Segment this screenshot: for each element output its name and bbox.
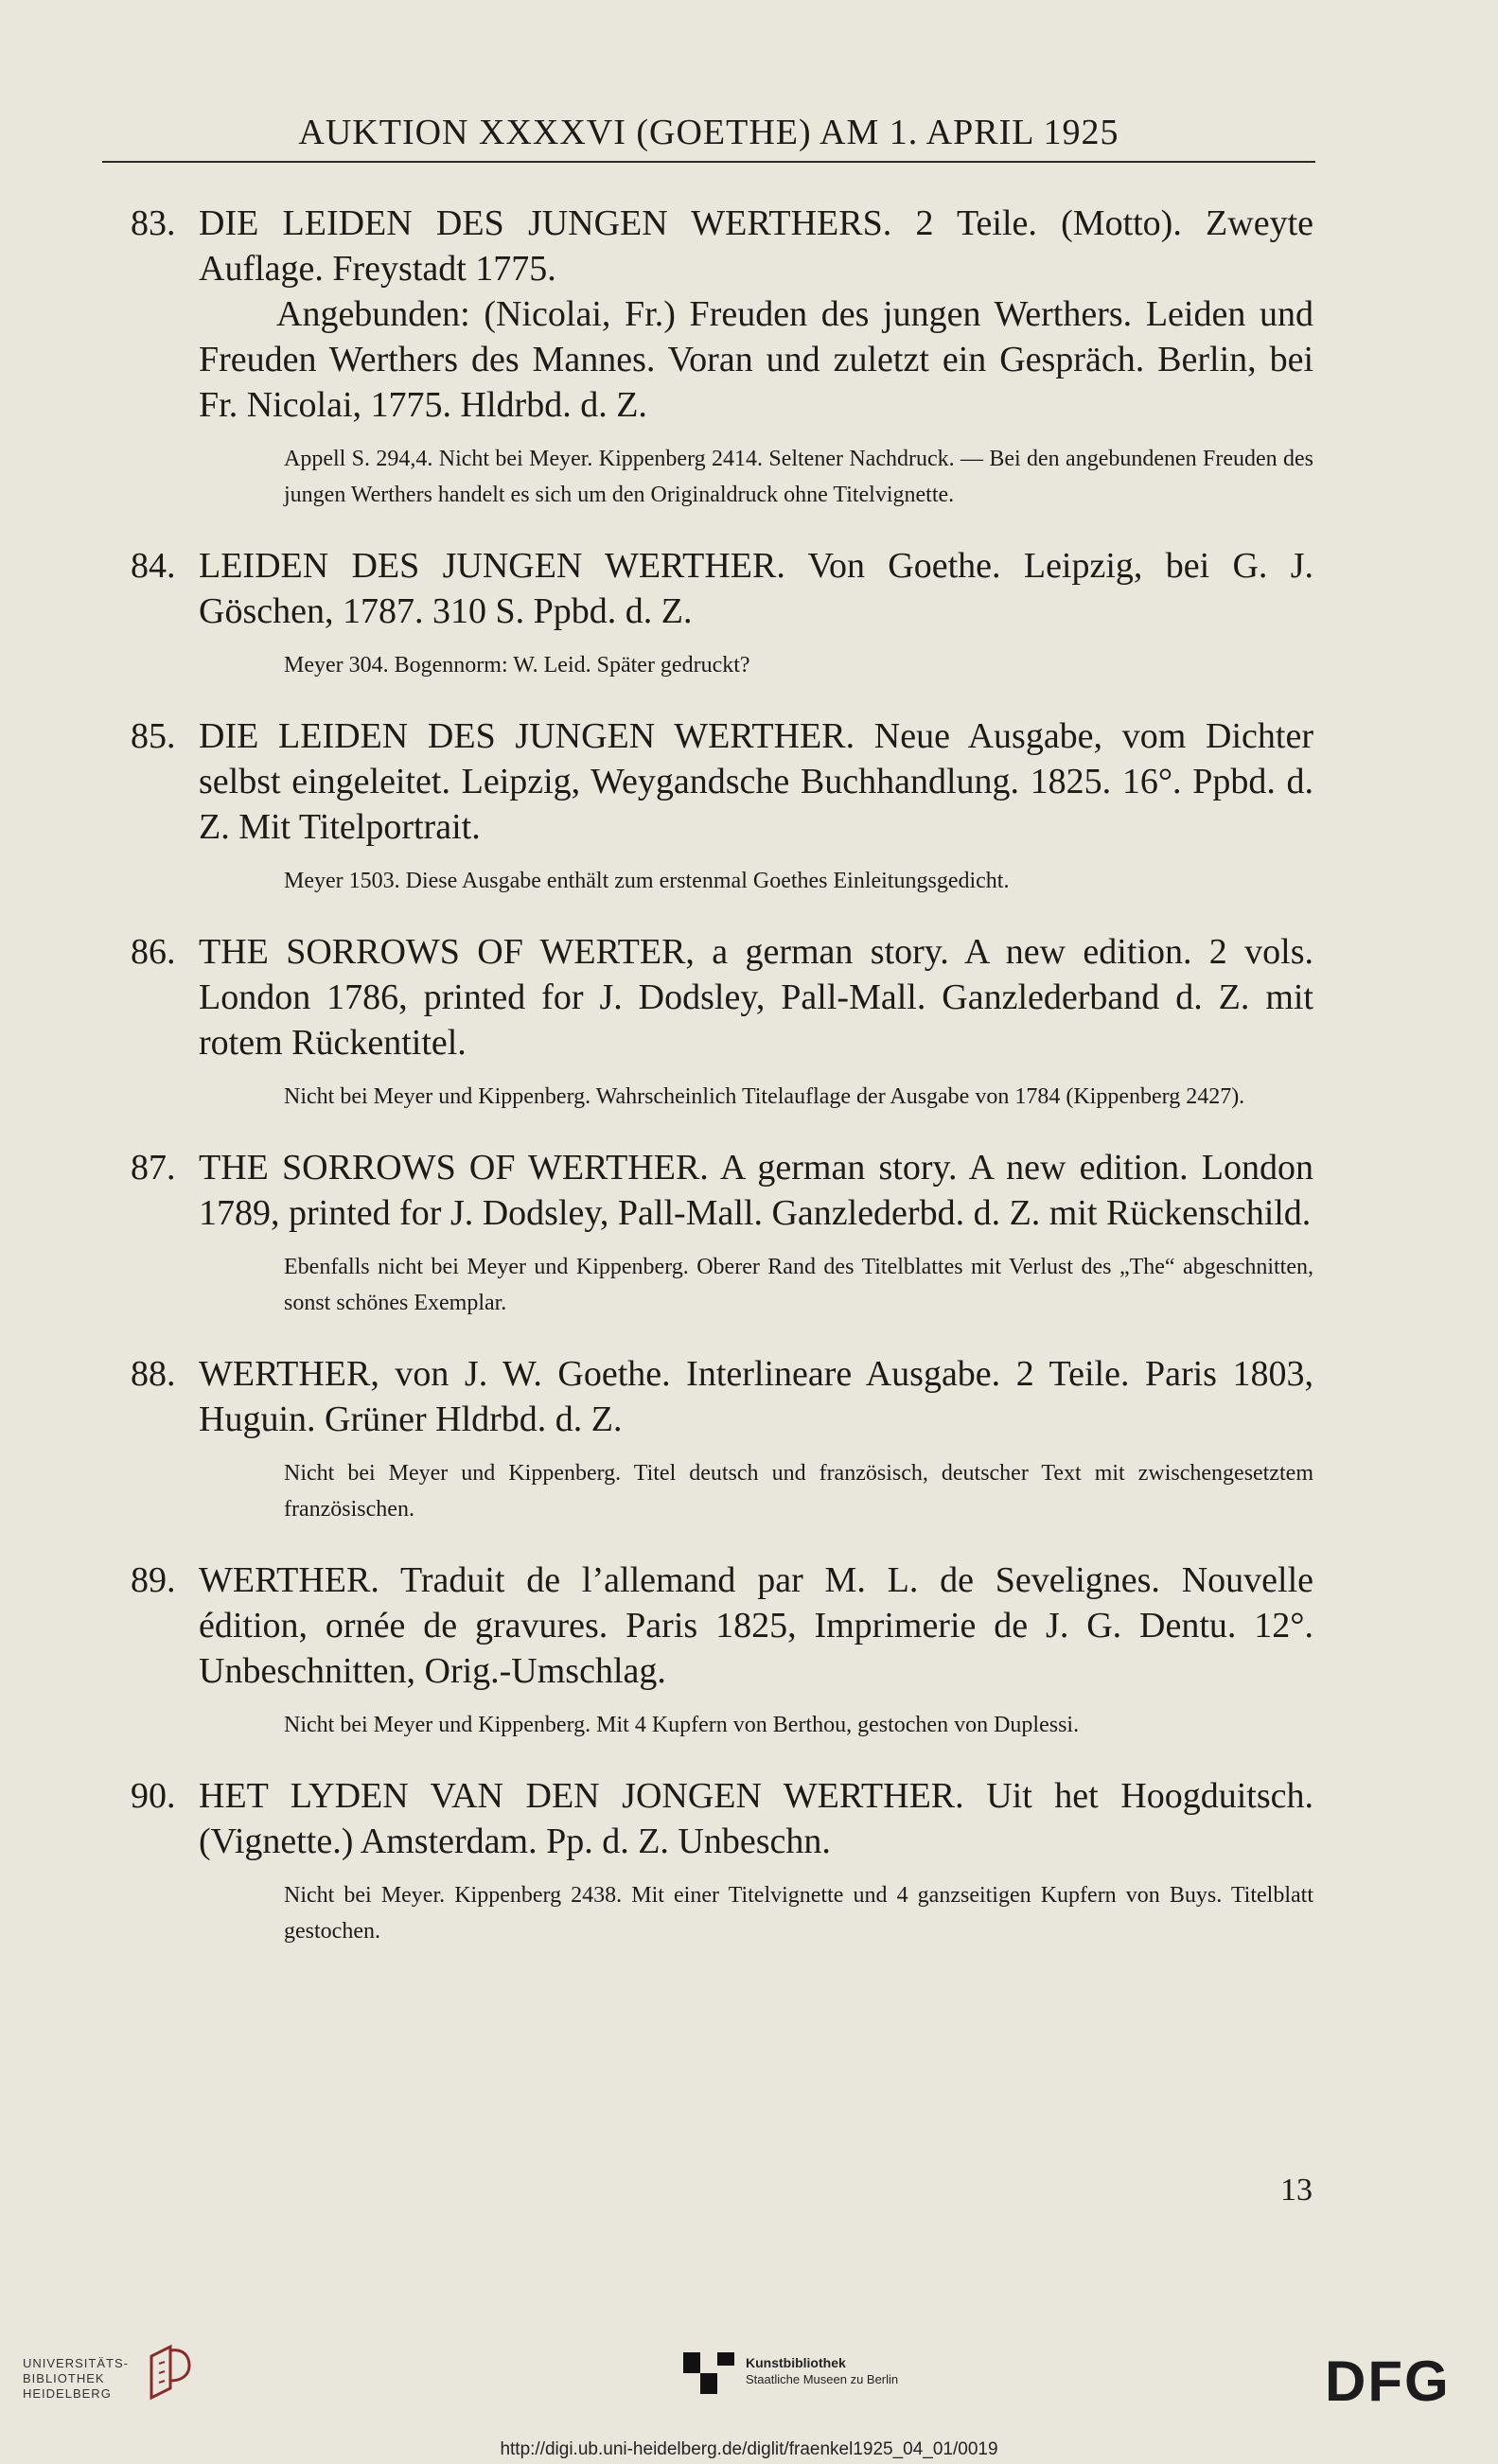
catalog-entry: [131, 1145, 1313, 1321]
entry-title: LEIDEN DES JUNGEN WERTHER. Von Goethe. Leipzig, bei G. J. Göschen, 1787. 310 S. Ppbd. d. Z.: [199, 546, 1313, 631]
entry-bound-with: Angebunden: (Nicolai, Fr.) Freuden des jungen Werthers. Leiden und Freuden Werthers des Mannes. Voran und zuletzt ein Gespräch. Berlin, bei Fr. Nicolai, 1775. Hldrbd. d. Z.: [199, 294, 1313, 425]
kunstbibliothek-logo-icon[interactable]: [683, 2352, 736, 2396]
catalog-entry: [131, 1558, 1313, 1743]
kunstbibliothek-name: Kunstbibliothek: [746, 2355, 846, 2370]
entry-note: Appell S. 294,4. Nicht bei Meyer. Kippenberg 2414. Seltener Nachdruck. — Bei den angebundenen Freuden des jungen Werthers handelt es sich um den Originaldruck ohne Titelvignette.: [284, 447, 1313, 507]
entry-note: Ebenfalls nicht bei Meyer und Kippenberg. Oberer Rand des Titelblattes mit Verlust des „The“ abgeschnitten, sonst schönes Exemplar.: [284, 1255, 1313, 1315]
entry-note: Nicht bei Meyer und Kippenberg. Titel deutsch und französisch, deutscher Text mit zwischengesetztem französischen.: [284, 1461, 1313, 1522]
university-library-label: UNIVERSITÄTS-BIBLIOTHEK HEIDELBERG: [23, 2356, 129, 2401]
entry-note: Nicht bei Meyer und Kippenberg. Mit 4 Kupfern von Berthou, gestochen von Duplessi.: [284, 1713, 1080, 1737]
entry-note: Meyer 304. Bogennorm: W. Leid. Später gedruckt?: [284, 653, 750, 678]
entry-title: DIE LEIDEN DES JUNGEN WERTHERS. 2 Teile. (Motto). Zweyte Auflage. Freystadt 1775.: [199, 203, 1313, 289]
page-header: AUKTION XXXXVI (GOETHE) AM 1. APRIL 1925: [298, 113, 1119, 152]
entry-number: 85.: [131, 716, 176, 756]
entry-note: Nicht bei Meyer. Kippenberg 2438. Mit einer Titelvignette und 4 ganzseitigen Kupfern von Buys. Titelblatt gestochen.: [284, 1883, 1313, 1944]
entry-note: Meyer 1503. Diese Ausgabe enthält zum erstenmal Goethes Einleitungsgedicht.: [284, 869, 1010, 893]
catalog-entry: [131, 1773, 1313, 1949]
entry-number: 84.: [131, 546, 176, 586]
kunstbibliothek-label: [746, 2354, 898, 2388]
entry-number: 88.: [131, 1354, 176, 1394]
entry-title: DIE LEIDEN DES JUNGEN WERTHER. Neue Ausgabe, vom Dichter selbst eingeleitet. Leipzig, Weygandsche Buchhandlung. 1825. 16°. Ppbd. d. Z. Mit Titelportrait.: [199, 716, 1313, 847]
entry-number: 83.: [131, 203, 176, 243]
page-number: 13: [1280, 2173, 1313, 2208]
catalog-entry: [131, 1351, 1313, 1527]
catalog-entry: [131, 929, 1313, 1115]
page-footer: [0, 2343, 1498, 2464]
source-url[interactable]: http://digi.ub.uni-heidelberg.de/diglit/fraenkel1925_04_01/0019: [500, 2439, 998, 2459]
entry-number: 87.: [131, 1148, 176, 1188]
dfg-logo[interactable]: DFG: [1325, 2350, 1451, 2413]
entry-title: WERTHER, von J. W. Goethe. Interlineare Ausgabe. 2 Teile. Paris 1803, Huguin. Grüner Hldrbd. d. Z.: [199, 1354, 1313, 1439]
entry-title: HET LYDEN VAN DEN JONGEN WERTHER. Uit het Hoogduitsch. (Vignette.) Amsterdam. Pp. d. Z. Unbeschn.: [199, 1776, 1313, 1861]
entry-title: WERTHER. Traduit de l’allemand par M. L. de Sevelignes. Nouvelle édition, ornée de gravures. Paris 1825, Imprimerie de J. G. Dentu. 12°. Unbeschnitten, Orig.-Umschlag.: [199, 1560, 1313, 1691]
entry-title: THE SORROWS OF WERTER, a german story. A new edition. 2 vols. London 1786, printed for J. Dodsley, Pall-Mall. Ganzlederband d. Z. mit rotem Rückentitel.: [199, 932, 1313, 1063]
entry-number: 90.: [131, 1776, 176, 1816]
heidelberg-logo-icon: [142, 2343, 195, 2403]
catalog-entry: [131, 543, 1313, 683]
catalog-entries: [131, 201, 1313, 1980]
catalog-entry: [131, 201, 1313, 513]
entry-note: Nicht bei Meyer und Kippenberg. Wahrscheinlich Titelauflage der Ausgabe von 1784 (Kippenberg 2427).: [284, 1084, 1245, 1109]
entry-number: 86.: [131, 932, 176, 972]
entry-title: THE SORROWS OF WERTHER. A german story. A new edition. London 1789, printed for J. Dodsley, Pall-Mall. Ganzlederbd. d. Z. mit Rückenschild.: [199, 1148, 1313, 1233]
catalog-entry: [131, 713, 1313, 899]
header-rule: [102, 161, 1315, 163]
entry-number: 89.: [131, 1560, 176, 1600]
kunstbibliothek-subtitle: Staatliche Museen zu Berlin: [746, 2372, 899, 2386]
